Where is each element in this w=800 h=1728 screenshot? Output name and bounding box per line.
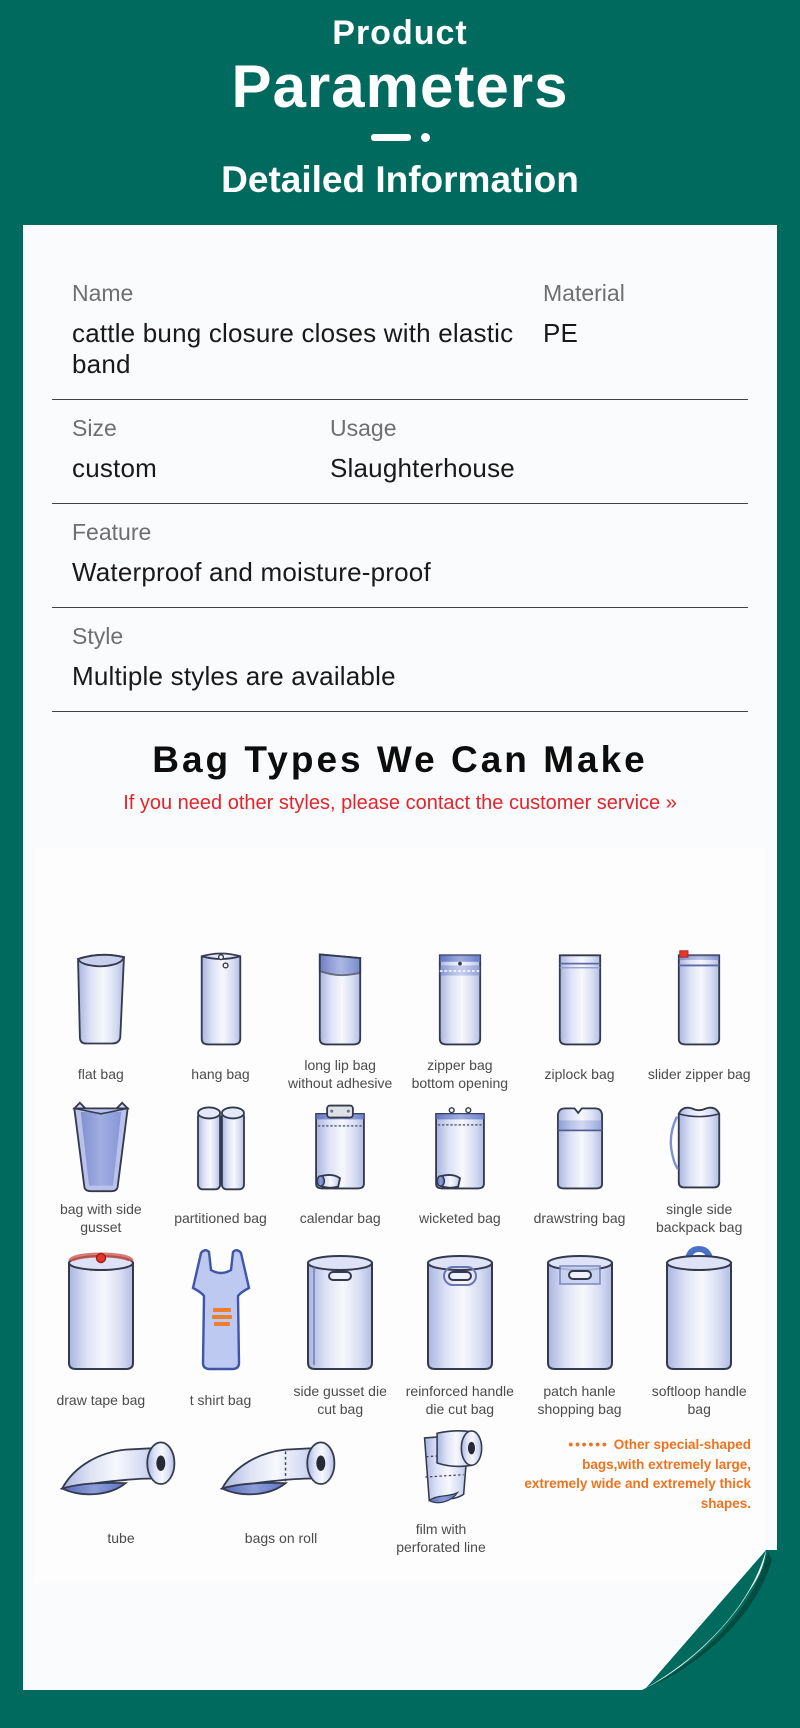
parameter-value: PE: [543, 318, 579, 348]
parameter-value: Multiple styles are available: [72, 661, 396, 691]
parameter-field-size: [72, 415, 330, 484]
tube-roll-icon: [46, 1427, 196, 1513]
bag-type-label: t shirt bag: [189, 1391, 252, 1408]
contact-service-note: If you need other styles, please contact the customer service »: [123, 792, 677, 814]
t-shirt-bag-icon: [169, 1245, 273, 1375]
page-curl-decoration: [642, 1550, 777, 1690]
bag-type-label: drawstring bag: [533, 1209, 626, 1226]
bag-type-cell: [41, 1427, 201, 1557]
parameter-label: Name: [72, 280, 134, 306]
divider-dash: [371, 134, 411, 141]
bag-grid-row-2: [41, 1101, 759, 1237]
bag-type-label: patch hanle shopping bag: [537, 1382, 622, 1417]
header-divider-decoration: [0, 133, 800, 142]
bag-type-label: tube: [107, 1529, 135, 1546]
single-side-backpack-bag-icon: [651, 1101, 747, 1193]
bag-type-label: reinforced handle die cut bag: [405, 1382, 514, 1417]
flat-bag-icon: [55, 948, 147, 1049]
bag-type-cell: [280, 948, 400, 1093]
side-gusset-die-cut-bag-icon: [288, 1245, 392, 1375]
parameter-value: cattle bung closure closes with elastic band: [72, 318, 514, 379]
bag-type-cell: [161, 948, 281, 1093]
header-kicker: Product: [332, 14, 468, 52]
bag-type-cell: [280, 1245, 400, 1419]
bag-type-cell: [41, 1245, 161, 1419]
bag-type-label: slider zipper bag: [647, 1065, 751, 1082]
parameter-row: [52, 608, 748, 712]
divider-dot: [421, 133, 430, 142]
bag-type-cell: [361, 1427, 521, 1557]
bag-type-label: zipper bag bottom opening: [411, 1056, 509, 1091]
zipper-bag-bottom-opening-icon: [414, 948, 506, 1049]
parameter-label: Style: [72, 623, 124, 649]
bag-type-cell: [201, 1427, 361, 1557]
bag-type-cell: [520, 1101, 640, 1237]
bag-type-cell: [520, 1245, 640, 1419]
parameter-value: custom: [72, 453, 158, 483]
parameter-value: Slaughterhouse: [330, 453, 515, 483]
partitioned-bag-icon: [173, 1101, 269, 1193]
bag-type-label: bags on roll: [244, 1529, 318, 1546]
bag-type-label: ziplock bag: [544, 1065, 615, 1082]
bag-type-label: flat bag: [77, 1065, 124, 1082]
parameter-row: [52, 504, 748, 608]
parameter-field-material: [543, 280, 748, 380]
draw-tape-bag-icon: [49, 1245, 153, 1375]
bag-grid-row-3: [41, 1245, 759, 1419]
bags-on-roll-icon: [206, 1427, 356, 1513]
bag-type-label: calendar bag: [299, 1209, 381, 1226]
bag-type-label: hang bag: [191, 1065, 250, 1082]
page-title: Parameters: [231, 53, 569, 120]
bag-type-cell: [41, 948, 161, 1093]
parameter-label: Material: [543, 280, 625, 306]
bag-type-cell: [280, 1101, 400, 1237]
bag-type-label: long lip bag without adhesive: [288, 1056, 393, 1091]
parameter-label: Usage: [330, 415, 397, 441]
patch-handle-shopping-bag-icon: [528, 1245, 632, 1375]
bag-type-cell: [639, 948, 759, 1093]
parameter-field-usage: [330, 415, 748, 484]
bag-grid-row-4: [41, 1427, 759, 1557]
hang-bag-icon: [175, 948, 267, 1049]
bag-type-cell: [41, 1101, 161, 1237]
bag-type-label: draw tape bag: [56, 1391, 146, 1408]
header-subtitle: Detailed Information: [221, 159, 579, 200]
bag-type-cell: [161, 1245, 281, 1419]
bag-type-cell: [520, 948, 640, 1093]
long-lip-bag-icon: [294, 948, 386, 1049]
bag-type-label: single side backpack bag: [655, 1200, 743, 1235]
bag-type-cell: [400, 948, 520, 1093]
parameter-field-style: [72, 623, 748, 692]
header: [0, 0, 800, 225]
drawstring-bag-icon: [532, 1101, 628, 1193]
parameters-table: [23, 225, 777, 712]
calendar-bag-icon: [292, 1101, 388, 1193]
softloop-handle-bag-icon: [647, 1245, 751, 1375]
bag-type-label: bag with side gusset: [59, 1200, 142, 1235]
bag-type-cell: [400, 1245, 520, 1419]
parameter-field-name: [72, 280, 543, 380]
bag-type-cell: [161, 1101, 281, 1237]
parameter-field-feature: [72, 519, 748, 588]
ziplock-bag-icon: [534, 948, 626, 1049]
bag-type-cell: [400, 1101, 520, 1237]
bag-type-label: softloop handle bag: [651, 1382, 747, 1417]
reinforced-handle-die-cut-bag-icon: [408, 1245, 512, 1375]
parameter-label: Feature: [72, 519, 152, 545]
content-card: [23, 225, 777, 1690]
bag-type-label: partitioned bag: [174, 1209, 267, 1226]
parameter-row: [52, 400, 748, 504]
special-note-text: Other special-shaped bags,with extremely large, extremely wide and extremely thick shapes.: [524, 1437, 751, 1511]
bag-type-cell: [639, 1101, 759, 1237]
bag-type-label: wicketed bag: [418, 1209, 501, 1226]
wicketed-bag-icon: [412, 1101, 508, 1193]
slider-zipper-bag-icon: [653, 948, 745, 1049]
bag-types-grid: [35, 848, 765, 1583]
bag-grid-row-1: [41, 948, 759, 1093]
parameter-label: Size: [72, 415, 117, 441]
bag-types-title: Bag Types We Can Make: [152, 739, 648, 780]
bag-type-label: side gusset die cut bag: [293, 1382, 387, 1417]
bag-type-cell: [639, 1245, 759, 1419]
bag-with-side-gusset-icon: [53, 1101, 149, 1193]
special-shapes-note: [521, 1427, 759, 1513]
special-note-dots: ••••••: [568, 1437, 609, 1452]
bag-type-label: film with perforated line: [396, 1520, 486, 1555]
film-with-perforated-line-icon: [366, 1427, 516, 1513]
parameter-value: Waterproof and moisture-proof: [72, 557, 431, 587]
parameter-row: [52, 265, 748, 400]
